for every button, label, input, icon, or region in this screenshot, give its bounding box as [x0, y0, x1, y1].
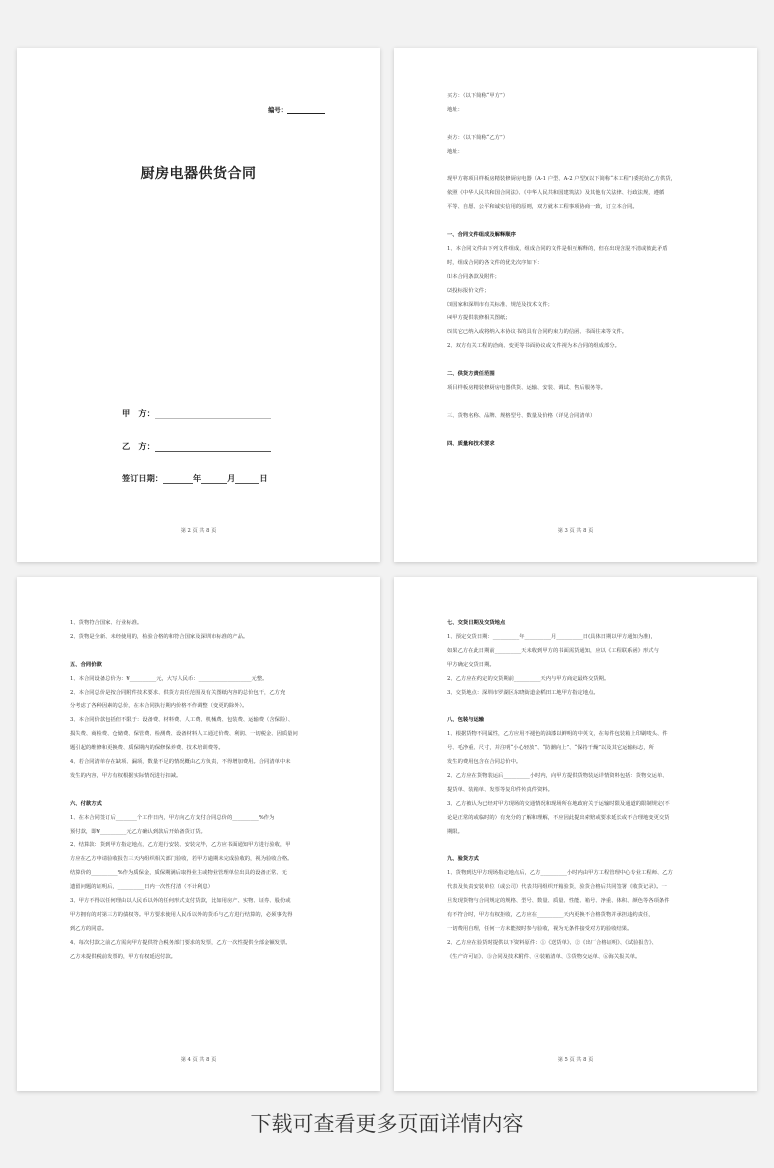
body-line: 项目样板房精装修厨房电器供货、运输、安装、调试、售后服务等。 — [447, 384, 606, 391]
body-line: ⑶国家和深圳市有关标准、规范及技术文件； — [447, 301, 553, 308]
contract-cover-page — [17, 48, 380, 562]
day-label: 日 — [259, 473, 268, 483]
body-line: 甲方确定交货日期。 — [447, 661, 495, 668]
section-heading: 五、合同价款 — [70, 661, 102, 668]
body-line: 时，组成合同的各文件的优先次序如下： — [447, 259, 543, 266]
body-line: 论是正常的或临时的）有充分的了解和理解，不应因此提出索赔或要求延长或不合理地变更交货 — [447, 814, 670, 821]
paragraph-gap — [447, 700, 717, 714]
body-line: 有不符合时，甲方有权拒收，乙方应在__________天内更换不合格货物并承担违约责任， — [447, 912, 654, 918]
page-footer: 第 4 页 共 8 页 — [180, 1057, 217, 1063]
month-label: 月 — [227, 473, 236, 483]
paragraph-gap — [447, 118, 717, 132]
paragraph-gap — [70, 784, 340, 798]
contract-page-4 — [17, 577, 380, 1091]
body-line: 4、若合同清单存在缺项、漏项，数量不足的情况概由乙方负责，不得增加费用。合同清单中未 — [70, 759, 291, 766]
body-line: 1、根据货物不同属性，乙方应用不褪色的油漆以鲜明的中英文，在每件包装箱上印刷唛头、件 — [447, 731, 668, 738]
year-label: 年 — [192, 473, 202, 483]
paragraph-gap — [447, 160, 717, 174]
body-line: 3、本合同价款包括但不限于：设备费、材料费、人工费、机械费、包装费、运输费（含保险）、 — [70, 717, 294, 724]
body-line: ⑸其它已纳入或将纳入本协议书的具有合同约束力的信函、书面往来等文件。 — [447, 329, 628, 336]
paragraph-gap — [447, 215, 717, 229]
body-line: 2、双方有关工程的洽商、变更等书面协议或文件视为本合同的组成部分。 — [447, 343, 620, 350]
body-line: 2、乙方应在验货时提供以下资料原件：①《送货单》、②《出厂合格证明》、《试验报告》、 — [447, 939, 657, 946]
body-line: 号、毛净重、尺寸，并注明“小心轻放”、“防潮向上”、“保持干燥”以及其它运输标志，所 — [447, 745, 654, 752]
body-line: ⑴本合同条款及附件； — [447, 273, 500, 280]
body-line: 到乙方的同意。 — [70, 925, 108, 932]
body-line: 乙方未提供税前发票的，甲方有权延迟付款。 — [70, 953, 176, 960]
section-heading: 一、合同文件组成及解释顺序 — [447, 232, 516, 239]
body-line: 地址： — [447, 148, 463, 155]
paragraph-gap — [447, 354, 717, 368]
paragraph-gap — [447, 424, 717, 438]
body-line: 期限。 — [447, 828, 463, 835]
section-heading: 九、验货方式 — [447, 856, 479, 863]
contract-number — [268, 105, 325, 114]
page-footer: 第 3 页 共 8 页 — [557, 528, 594, 534]
body-line: ⑵投标报价文件； — [447, 287, 490, 294]
body-line: 3、乙方被认为已经对甲方现场的交通情况和现场所在地政府关于运输时限及通道的限制规定(不 — [447, 800, 670, 807]
body-line: 《生产许可证》、③合同及技术附件、④装箱清单、⑤货物交运单、⑥海关报关单。 — [447, 953, 641, 960]
body-line: 结算价的__________%作为质保金，质保期满后取得业主或物业管理单位出具的设备正常、无 — [70, 870, 287, 877]
body-line: 2、结算款：货到甲方指定地点，乙方进行安装、安装完毕，乙方应书面通知甲方进行验收，甲 — [70, 842, 291, 849]
download-more-caption: 下载可查看更多页面详情内容 — [250, 1112, 524, 1136]
section-heading: 八、包装与运输 — [447, 717, 485, 724]
page-content — [447, 90, 717, 451]
body-line: 方应在乙方申请验收报告三天内组织相关部门验收，若甲方逾期未完成验收的，视为验收合格。 — [70, 856, 293, 863]
body-line: 旦发现货物与合同规定的规格、型号、数量、质量、性能、箱号、净重、体积、颜色等各项条件 — [447, 898, 670, 905]
section-heading: 二、供货方责任范围 — [447, 371, 495, 378]
body-line: 1、本合同设备总价为：¥__________元，大写人民币：____________________元整。 — [70, 675, 268, 682]
contract-number-label: 编号： — [268, 107, 287, 114]
paragraph-gap — [70, 645, 340, 659]
party-a-row — [122, 408, 271, 419]
body-line: 2、本合同总价是按合同附件技术要求、供货方责任范围及有关图纸内容的总价包干，乙方充 — [70, 689, 286, 696]
body-line: 预付款，即¥__________元乙方确认到款后开始备货订货。 — [70, 828, 206, 835]
month-blank — [201, 474, 227, 484]
body-line: 代表及负责安装单位（或公司）代表共同组织开箱验货，验货合格后共同签署《收货记录》。一 — [447, 884, 667, 891]
body-line: 2、乙方应在货物装运后__________小时内，向甲方提供货物装运详情资料包括：货物交运单、 — [447, 772, 668, 779]
body-line: 买方：（以下简称“甲方”） — [447, 93, 509, 99]
body-line: 4、每次付款之前乙方需向甲方提供符合税务部门要求的发票，乙方一次性提供全部金额发票。 — [70, 939, 291, 946]
body-line: 依照《中华人民共和国合同法》、《中华人民共和国建筑法》及其他有关法律、行政法规，遵循 — [447, 190, 665, 197]
body-line: 分考虑了各种因素的总价，在本合同执行期内价格不作调整（变更的除外）。 — [70, 703, 248, 710]
page-footer: 第 2 页 共 8 页 — [180, 528, 217, 534]
sign-date-row — [122, 473, 268, 484]
party-b-label: 乙 方： — [122, 441, 155, 451]
body-line: 卖方：（以下简称“乙方”） — [447, 134, 509, 141]
body-line: 提货单、装箱单、发票等复印件传真件资料。 — [447, 786, 553, 793]
body-line: 遗留问题的证明后，__________日内一次性付清（不计利息） — [70, 884, 214, 891]
body-line: 损失费、商检费、仓储费、保管费、检测费、设备材料人工通过价费、利润、一切税金、因质量问 — [70, 731, 298, 738]
body-line: 1、货物到达甲方现场指定地点后，乙方__________小时内由甲方工程管理中心专业工程师、乙方 — [447, 870, 673, 877]
body-line: 一切费用自理，任何一方未能按时参与验收，视为无条件接受对方的验收结果。 — [447, 925, 633, 932]
body-line: 甲方拥有的对第三方的债权等。甲方要求使用人民币以外的货币与乙方进行结算的，必须事先得 — [70, 912, 293, 918]
body-line: 发生的费用包含在合同总价中。 — [447, 759, 522, 766]
page-content — [70, 617, 340, 965]
body-line: 题引起的维修和更换费、质保期内的保修保养费、技术培训费等。 — [70, 745, 224, 752]
body-line: 1、预定交货日期：__________年__________月__________日(具体日期以甲方通知为准)， — [447, 633, 656, 640]
section-heading: 四、质量和技术要求 — [447, 440, 495, 447]
contract-page-5 — [394, 577, 757, 1091]
body-line: 2、乙方应在约定的交货期前__________天内与甲方商定最终交货期。 — [447, 675, 610, 682]
body-line: 地址： — [447, 106, 463, 113]
paragraph-gap — [447, 396, 717, 410]
party-b-blank — [155, 442, 271, 452]
body-line: 平等、自愿、公平和诚实信用的原则，双方就本工程事项协商一致，订立本合同。 — [447, 204, 638, 211]
body-line: 三、货物名称、品牌、规格型号、数量及价格（详见合同清单） — [447, 412, 596, 419]
paragraph-gap — [447, 839, 717, 853]
day-blank — [235, 474, 259, 484]
section-heading: 六、付款方式 — [70, 800, 102, 807]
year-blank — [163, 474, 193, 484]
party-a-label: 甲 方： — [122, 408, 155, 418]
contract-title: 厨房电器供货合同 — [140, 166, 257, 182]
section-heading: 七、交货日期及交货地点 — [447, 620, 506, 626]
page-footer: 第 5 页 共 8 页 — [557, 1057, 594, 1063]
body-line: 1、本合同文件由下列文件组成，组成合同的文件是相互解释的，但在出现含混不清或彼此矛盾 — [447, 245, 668, 252]
body-line: 1、货物符合国家、行业标准。 — [70, 620, 143, 626]
body-line: 1、在本合同签订后________个工作日内，甲方向乙方支付合同总价的__________%作为 — [70, 814, 275, 821]
party-a-blank — [155, 409, 271, 419]
body-line: 2、货物是全新、未经使用的，检验合格的和符合国家及深圳市标准的产品。 — [70, 633, 249, 640]
body-line: 3、甲方不得以任何理由以人民币以外的任何形式支付货款，比如用房产、实物、证券、股份或 — [70, 898, 291, 905]
contract-page-3 — [394, 48, 757, 562]
body-line: ⑷甲方提供装修相关图纸； — [447, 315, 511, 322]
body-line: 如果乙方在此日期前__________天未收到甲方的书面需货通知，应以《工程联系函》形式与 — [447, 647, 659, 654]
sign-date-label: 签订日期： — [122, 473, 163, 483]
body-line: 发生的内容，甲方有权根据实际情况进行扣减。 — [70, 772, 182, 779]
body-line: 现甲方将项目样板房精装修厨房电器（A-1 户型、A-2 户型)(以下简称“本工程”)委托给乙方供货， — [447, 176, 676, 183]
page-content — [447, 617, 717, 965]
contract-number-blank — [287, 106, 325, 114]
body-line: 3、交货地点：深圳市罗湖区东晓街道金稻田工地甲方指定地点。 — [447, 689, 599, 696]
party-b-row — [122, 441, 271, 452]
